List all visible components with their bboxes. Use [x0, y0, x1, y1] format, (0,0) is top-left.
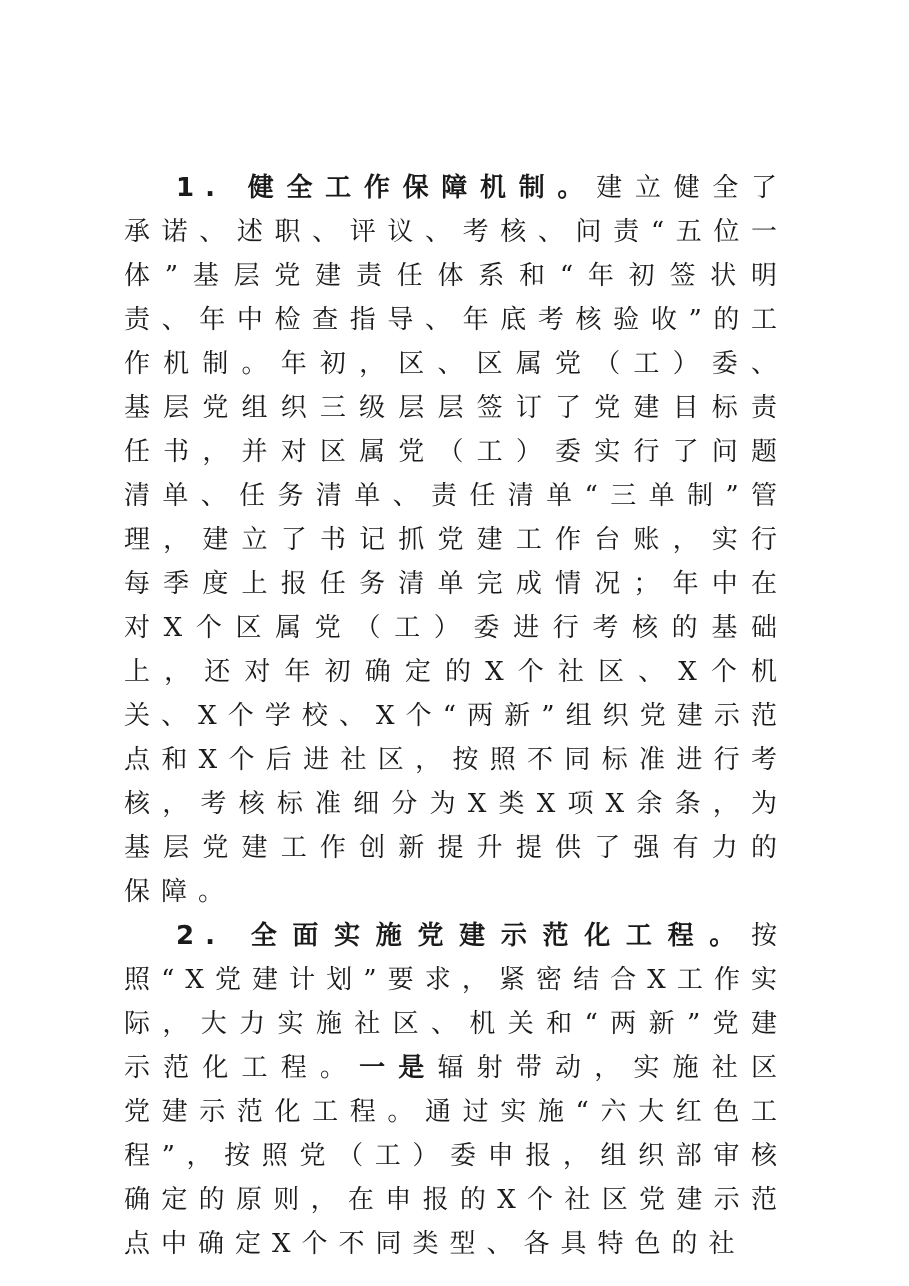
emphasis-first-point: 一是 — [359, 1053, 438, 1083]
paragraph-heading: 1. 健全工作保障机制。 — [176, 173, 597, 203]
paragraph-body: 按照“X党建计划”要求，紧密结合X工作实际，大力实施社区、机关和“两新”党建示范化工程。 — [124, 921, 788, 1083]
paragraph-body: 建立健全了承诺、述职、评议、考核、问责“五位一体”基层党建责任体系和“年初签状明责、年中检查指导、年底考核验收”的工作机制。年初，区、区属党（工）委、基层党组织三级层层签订了党建目标责任书，并对区属党（工）委实行了问题清单、任务清单、责任清单“三单制”管理，建立了书记抓党建工作台账，实行每季度上报任务清单完成情况；年中在对X个区属党（工）委进行考核的基础上，还对年初确定的X个社区、X个机关、X个学校、X个“两新”组织党建示范点和X个后进社区，按照不同标准进行考核，考核标准细分为X类X项X余条，为基层党建工作创新提升提供了强有力的保障。 — [124, 173, 788, 907]
paragraph-demonstration-project — [124, 914, 788, 1266]
paragraph-work-guarantee-mechanism — [124, 166, 788, 914]
paragraph-heading: 2. 全面实施党建示范化工程。 — [176, 921, 751, 951]
paragraph-body-continued: 辐射带动，实施社区党建示范化工程。通过实施“六大红色工程”，按照党（工）委申报，组织部审核确定的原则，在申报的X个社区党建示范点中确定X个不同类型、各具特色的社 — [124, 1053, 788, 1259]
document-page — [124, 166, 788, 1266]
